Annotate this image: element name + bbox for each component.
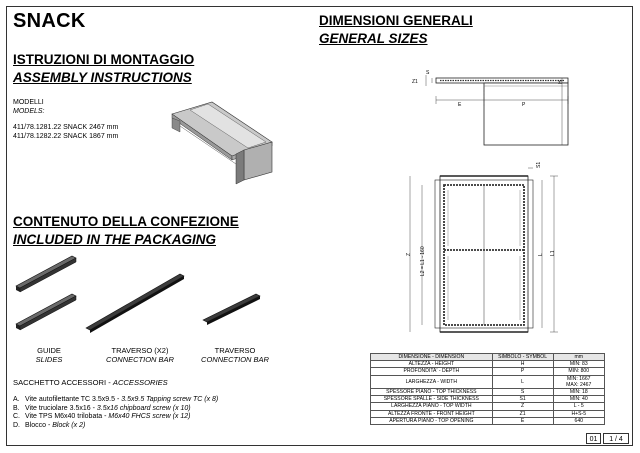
- page-indicator: 1 / 4: [603, 433, 629, 444]
- table-cell-dimension: [371, 368, 493, 375]
- cell-line: APERTURA PIANO - TOP OPENING: [389, 417, 474, 424]
- connection-bar-short-illustration: [200, 290, 265, 330]
- label-S: S: [426, 70, 430, 76]
- accessory-d-it: Blocco -: [25, 421, 53, 429]
- accessory-c-it: Vite TPS M6x40 trilobata -: [25, 413, 109, 420]
- accessory-c: [13, 413, 218, 422]
- accessory-d-letter: D.: [13, 421, 20, 429]
- cell-line: L: [521, 378, 524, 385]
- accessory-a-it: Vite autofilettante TC 3.5x9.5 -: [25, 396, 122, 403]
- table-cell-value: [553, 410, 605, 417]
- table-cell-value: [553, 361, 605, 368]
- caption-slides: [25, 346, 73, 364]
- accessory-b-it: Vite truciolare 3.5x16 -: [25, 404, 97, 412]
- accessories-list: [13, 396, 218, 430]
- model-2: 411/78.1282.22 SNACK 1867 mm: [13, 132, 119, 140]
- table-header-row: [371, 354, 605, 361]
- cell-line: MAX: 2467: [566, 381, 592, 388]
- accessory-a-letter: A.: [13, 396, 20, 403]
- table-cell-dimension: [371, 361, 493, 368]
- table-cell-value: [553, 417, 605, 424]
- assembly-heading: [13, 52, 194, 86]
- table-header-mm: mm: [553, 354, 605, 361]
- cell-line: SPESSORE SPALLE - SIDE THICKNESS: [383, 396, 479, 403]
- slides-illustration: [10, 252, 90, 337]
- table-cell-symbol: [492, 396, 553, 403]
- table-cell-dimension: [371, 396, 493, 403]
- table-cell-dimension: [371, 417, 493, 424]
- cell-line: H: [520, 361, 525, 368]
- label-L: L: [538, 253, 544, 256]
- cell-line: L - 5: [573, 403, 584, 410]
- cell-line: Z1: [519, 410, 526, 417]
- sheet-code: 01: [586, 433, 601, 444]
- caption-bar-en: CONNECTION BAR: [201, 355, 269, 364]
- table-header-dimension: DIMENSIONE - DIMENSION: [371, 354, 493, 361]
- caption-connection-bar: [194, 346, 276, 364]
- table-row: [371, 410, 605, 417]
- label-L1: L1: [550, 250, 556, 256]
- table-cell-value: [553, 389, 605, 396]
- accessory-c-en: M6x40 FHCS screw (x 12): [108, 413, 191, 420]
- label-H: H: [558, 80, 564, 84]
- cell-line: 640: [574, 417, 583, 424]
- cell-line: E: [520, 417, 525, 424]
- caption-bar-x2-en: CONNECTION BAR: [106, 355, 174, 364]
- sizes-title-it: DIMENSIONI GENERALI: [319, 13, 473, 28]
- accessories-title-it: SACCHETTO ACCESSORI -: [13, 378, 113, 387]
- cell-line: Z: [521, 403, 525, 410]
- table-cell-symbol: [492, 389, 553, 396]
- table-row: [371, 375, 605, 388]
- cell-line: LARGHEZZA - WIDTH: [405, 378, 458, 385]
- accessory-a-en: 3.5x9.5 Tapping screw TC (x 8): [121, 396, 219, 403]
- table-cell-value: [553, 368, 605, 375]
- label-E: E: [458, 102, 462, 108]
- table-row: [371, 417, 605, 424]
- table-cell-symbol: [492, 375, 553, 388]
- caption-bar-it: TRAVERSO: [214, 346, 256, 355]
- cell-line: ALTEZZA - HEIGHT: [408, 361, 455, 368]
- table-cell-symbol: [492, 361, 553, 368]
- accessory-b: [13, 405, 218, 414]
- cell-line: PROFONDITA' - DEPTH: [403, 368, 460, 375]
- accessories-heading: [13, 378, 168, 387]
- table-row: [371, 389, 605, 396]
- accessory-b-en: 3.5x16 chipboard screw (x 10): [96, 404, 191, 412]
- package-title-en: INCLUDED IN THE PACKAGING: [13, 232, 217, 247]
- table-cell-dimension: [371, 403, 493, 410]
- cell-line: MIN: 18: [569, 389, 588, 396]
- cell-line: LARGHEZZA PIANO - TOP WIDTH: [391, 403, 472, 410]
- caption-slides-en: SLIDES: [35, 355, 63, 364]
- cell-line: ALTEZZA FRONTE - FRONT HEIGHT: [387, 410, 475, 417]
- table-cell-value: [553, 396, 605, 403]
- cell-line: S: [520, 389, 525, 396]
- label-Z: Z: [406, 252, 412, 256]
- accessory-a: [13, 396, 218, 405]
- caption-connection-bar-x2: [100, 346, 180, 364]
- accessory-d-en: Block (x 2): [52, 421, 86, 429]
- table-row: [371, 396, 605, 403]
- cell-line: SPESSORE PIANO - TOP THICKNESS: [386, 389, 477, 396]
- cell-line: H+S-5: [571, 410, 587, 417]
- label-P: P: [522, 102, 526, 108]
- side-section-drawing: [410, 66, 570, 148]
- sizes-title-en: GENERAL SIZES: [319, 31, 428, 46]
- cell-line: S1: [519, 396, 526, 403]
- table-cell-symbol: [492, 410, 553, 417]
- cell-line: MIN: 40: [569, 396, 588, 403]
- accessory-b-letter: B.: [13, 404, 20, 412]
- label-L2: L2 = L1 - 160: [420, 246, 426, 276]
- table-cell-dimension: [371, 375, 493, 388]
- table-cell-dimension: [371, 389, 493, 396]
- assembly-title-it: ISTRUZIONI DI MONTAGGIO: [13, 52, 195, 67]
- accessory-d: [13, 422, 218, 431]
- cell-line: MIN: 83: [569, 361, 588, 368]
- plan-view-drawing: [390, 160, 590, 340]
- package-heading: [13, 214, 239, 248]
- caption-bar-x2-it: TRAVERSO (X2): [111, 346, 169, 355]
- caption-slides-it: GUIDE: [37, 346, 61, 355]
- product-isometric-illustration: [160, 98, 280, 193]
- models-label-en: MODELS:: [13, 107, 45, 115]
- cell-line: P: [520, 368, 525, 375]
- label-S1: S1: [536, 161, 542, 168]
- model-1: 411/78.1281.22 SNACK 2467 mm: [13, 124, 119, 131]
- sizes-heading: [319, 13, 473, 47]
- cell-line: MIN: 800: [568, 368, 590, 375]
- table-cell-value: [553, 403, 605, 410]
- table-header-symbol: SIMBOLO - SYMBOL: [492, 354, 553, 361]
- models-label-it: MODELLI: [13, 99, 44, 106]
- table-cell-value: [553, 375, 605, 388]
- table-cell-symbol: [492, 368, 553, 375]
- cell-line: MIN: 1667: [567, 375, 591, 382]
- table-cell-symbol: [492, 403, 553, 410]
- models-block: [13, 99, 118, 141]
- table-row: [371, 361, 605, 368]
- assembly-title-en: ASSEMBLY INSTRUCTIONS: [13, 70, 192, 85]
- connection-bar-long-illustration: [82, 270, 187, 335]
- label-Z1: Z1: [412, 79, 418, 85]
- document-title: SNACK: [13, 10, 86, 32]
- accessory-c-letter: C.: [13, 413, 20, 420]
- table-cell-dimension: [371, 410, 493, 417]
- dimensions-table: [370, 353, 605, 425]
- table-cell-symbol: [492, 417, 553, 424]
- accessories-title-en: ACCESSORIES: [112, 378, 168, 387]
- table-row: [371, 368, 605, 375]
- package-title-it: CONTENUTO DELLA CONFEZIONE: [13, 214, 239, 229]
- table-body: [371, 361, 605, 425]
- table-row: [371, 403, 605, 410]
